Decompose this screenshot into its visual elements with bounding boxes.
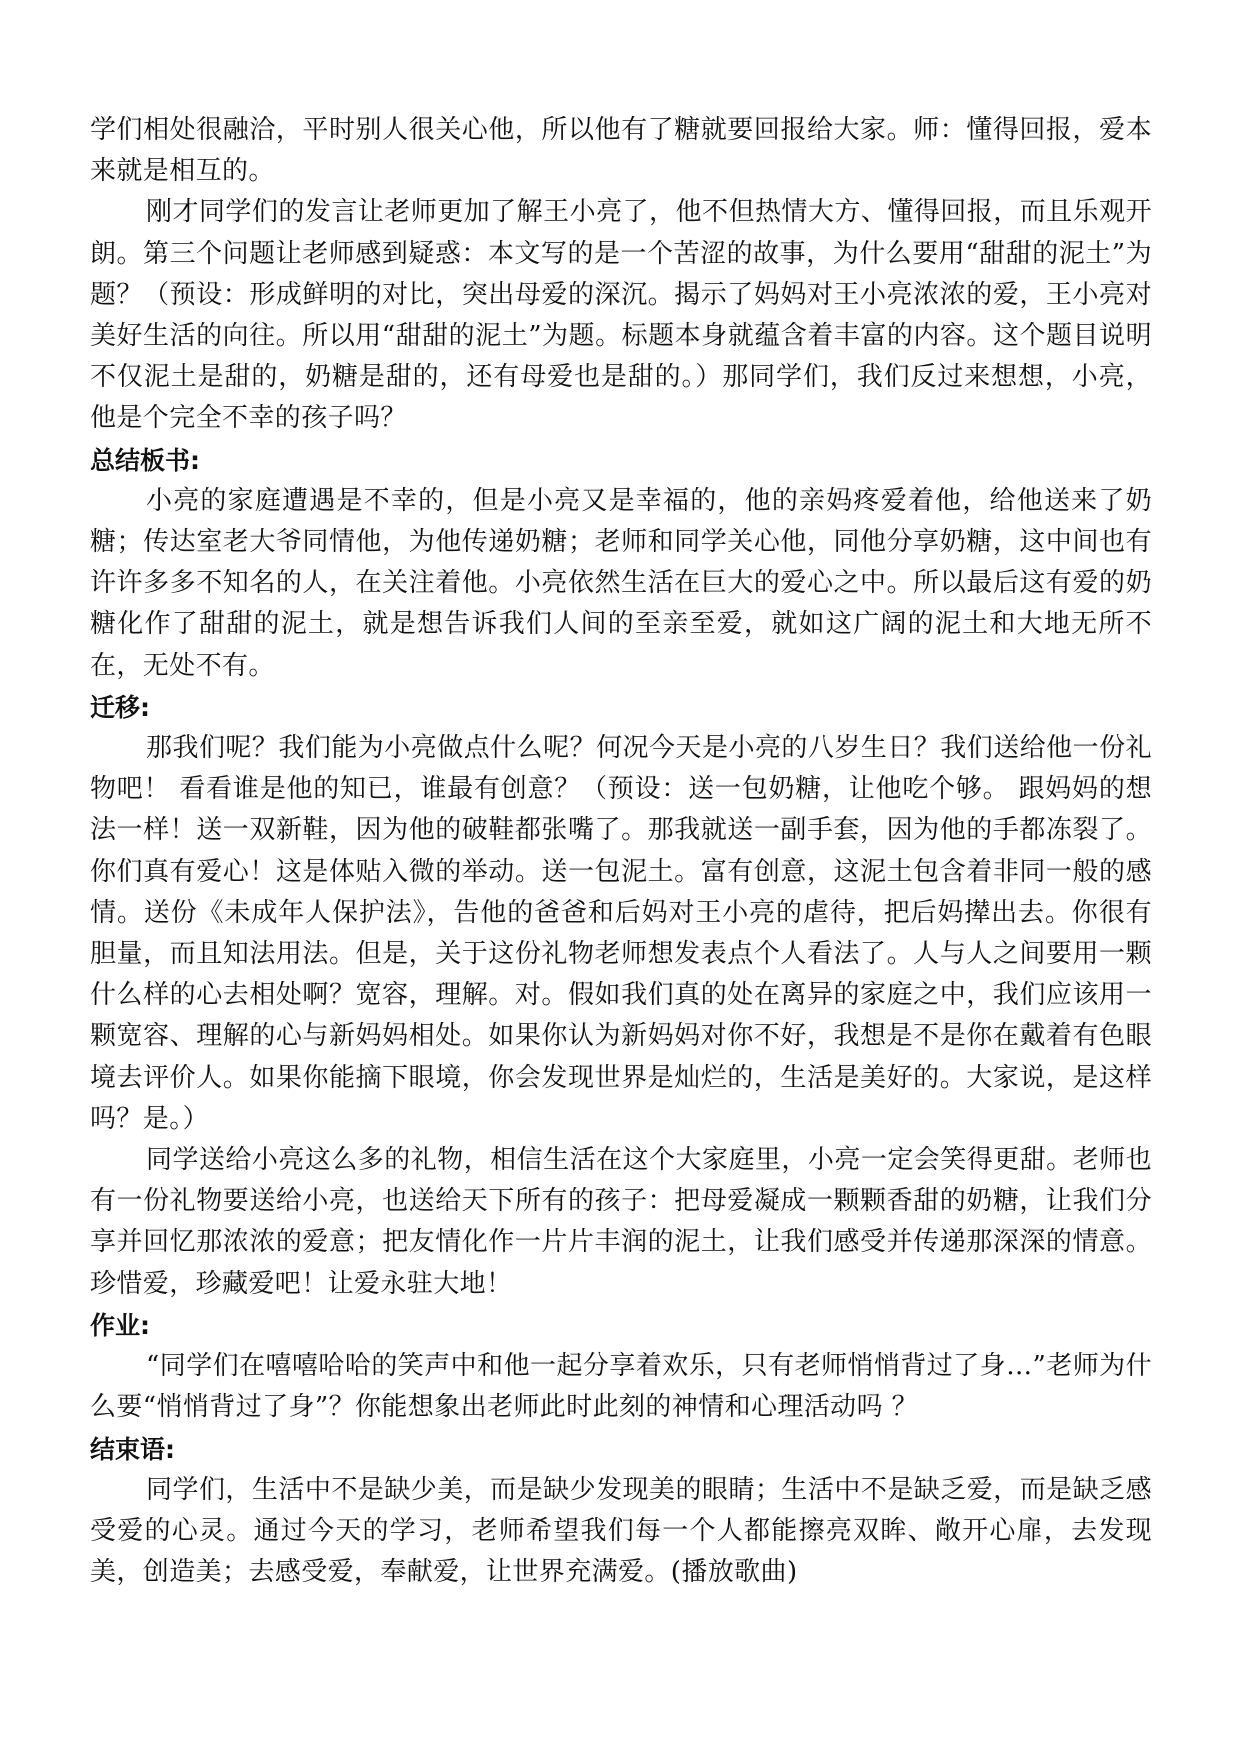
heading-summary: 总结板书: <box>90 445 200 475</box>
heading-transfer: 迁移: <box>90 692 150 722</box>
heading-homework: 作业: <box>90 1310 150 1340</box>
document-page <box>90 110 1152 1593</box>
paragraph-continued: 学们相处很融洽，平时别人很关心他，所以他有了糖就要回报给大家。师：懂得回报，爱本来就是相互的。 <box>90 115 1152 187</box>
paragraph-gifts: 那我们呢？我们能为小亮做点什么呢？何况今天是小亮的八岁生日？我们送给他一份礼物吧！ 看看谁是他的知已，谁最有创意？（预设：送一包奶糖，让他吃个够。 跟妈妈的想法一样！送一双新鞋，因为他的破鞋都张嘴了。那我就送一副手套，因为他的手都冻裂了。你们真有爱心！这是体贴入微的举动。送一包泥土。富有创意，这泥土包含着非同一般的感情。送份《未成年人保护法》，告他的爸爸和后妈对王小亮的虐待，把后妈撵出去。你很有胆量，而且知法用法。但是，关于这份礼物老师想发表点个人看法了。人与人之间要用一颗什么样的心去相处啊？宽容，理解。对。假如我们真的处在离异的家庭之中，我们应该用一颗宽容、理解的心与新妈妈相处。如果你认为新妈妈对你不好，我想是不是你在戴着有色眼境去评价人。如果你能摘下眼境，你会发现世界是灿烂的，生活是美好的。大家说，是这样吗？是。） <box>90 733 1152 1134</box>
paragraph-summary: 小亮的家庭遭遇是不幸的，但是小亮又是幸福的，他的亲妈疼爱着他，给他送来了奶糖；传达室老大爷同情他，为他传递奶糖；老师和同学关心他，同他分享奶糖，这中间也有许许多多不知名的人，在关注着他。小亮依然生活在巨大的爱心之中。所以最后这有爱的奶糖化作了甜甜的泥土，就是想告诉我们人间的至亲至爱，就如这广阔的泥土和大地无所不在，无处不有。 <box>90 485 1152 681</box>
paragraph-title-question: 刚才同学们的发言让老师更加了解王小亮了，他不但热情大方、懂得回报，而且乐观开朗。第三个问题让老师感到疑惑：本文写的是一个苦涩的故事，为什么要用“甜甜的泥土”为题？（预设：形成鲜明的对比，突出母爱的深沉。揭示了妈妈对王小亮浓浓的爱，王小亮对美好生活的向往。所以用“甜甜的泥土”为题。标题本身就蕴含着丰富的内容。这个题目说明不仅泥土是甜的，奶糖是甜的，还有母爱也是甜的。）那同学们，我们反过来想想，小亮，他是个完全不幸的孩子吗？ <box>90 197 1152 434</box>
heading-closing: 结束语: <box>90 1434 175 1464</box>
paragraph-teacher-gift: 同学送给小亮这么多的礼物，相信生活在这个大家庭里，小亮一定会笑得更甜。老师也有一份礼物要送给小亮，也送给天下所有的孩子：把母爱凝成一颗颗香甜的奶糖，让我们分享并回忆那浓浓的爱意；把友情化作一片片丰润的泥土，让我们感受并传递那深深的情意。珍惜爱，珍藏爱吧！让爱永驻大地！ <box>90 1145 1152 1299</box>
paragraph-homework: “同学们在嘻嘻哈哈的笑声中和他一起分享着欢乐，只有老师悄悄背过了身…”老师为什么要“悄悄背过了身”？你能想象出老师此时此刻的神情和心理活动吗 ？ <box>90 1351 1152 1423</box>
paragraph-closing: 同学们，生活中不是缺少美，而是缺少发现美的眼睛；生活中不是缺乏爱，而是缺乏感受爱的心灵。通过今天的学习，老师希望我们每一个人都能擦亮双眸、敞开心扉，去发现美，创造美；去感受爱，奉献爱，让世界充满爱。(播放歌曲) <box>90 1474 1152 1588</box>
